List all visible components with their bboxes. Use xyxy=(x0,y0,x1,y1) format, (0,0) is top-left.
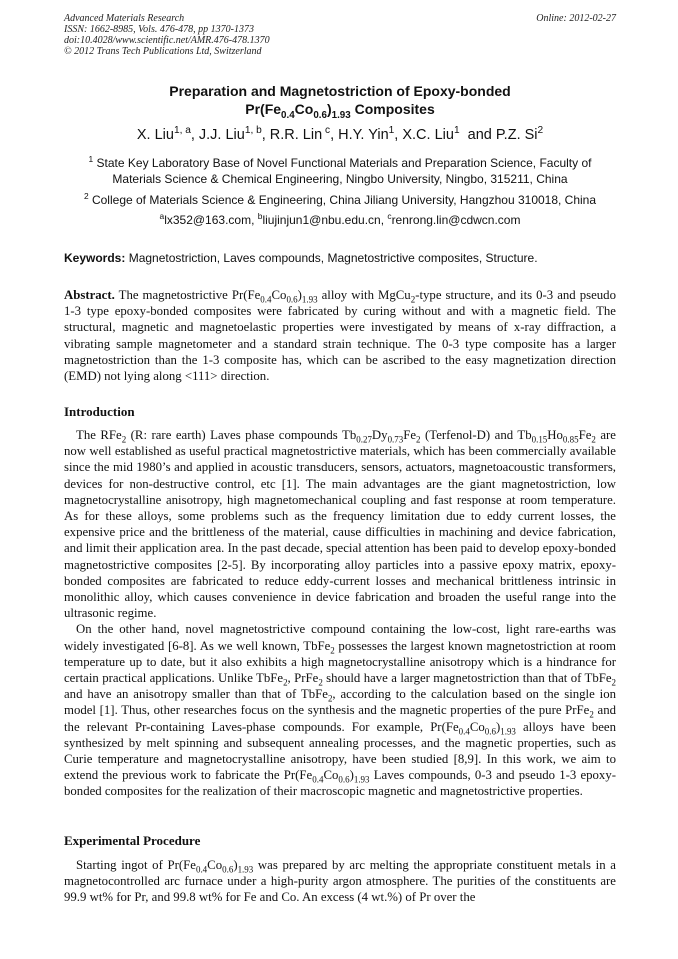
introduction-text xyxy=(64,427,616,800)
email-link[interactable]: renrong.lin@cdwcn.com xyxy=(391,213,521,227)
abstract: Abstract. The magnetostrictive $Pr(Fe_{0.4}Co_{0.6})_{1.93}$ alloy with MgCu$_2$-type structure, and its 0-3 and pseudo 1-3 type epoxy-bonded composites were fabricated by curing without and with a magnetic field. The structural, magnetic and magnetoelastic properties were investigated by means of x-ray diffraction, a vibrating sample magnetometer and a standard strain technique. The 0-3 type composite has a larger magnetostriction than the 1-3 composite has, which can be ascribed to the easy magnetization direction (EMD) not lying along <111> direction. xyxy=(64,288,616,384)
title-line-2: $Pr(Fe_{0.4}Co_{0.6})_{1.93}$ Composites xyxy=(245,101,435,121)
experimental-text xyxy=(64,857,616,906)
section-heading-introduction: Introduction xyxy=(64,404,135,419)
paragraph: The RFe$_2$ (R: rare earth) Laves phase compounds $Tb_{0.27}Dy_{0.73}Fe_2$ (Terfenol-D) and $Tb_{0.15}Ho_{0.85}Fe_2$ are now well established as useful practical magnetostrictive materials, which has been commercially available since the mid 1980’s and applied in acoustic transducers, sensors, actuators, magnetoacoustic transformers, devices for non-destructive control, etc [1]. The main advantages are the giant magnetostriction, low magnetocrystalline anisotropy, high magnetomechanical coupling and fast response at room temperature. As for these alloys, some problems such as the frequency limitation due to eddy current losses, the expensive price and the brittleness of the material, cause difficulties in machining and device fabrication, and limit their application area. In the past decade, special attention has been paid to develop epoxy-bonded magnetostrictive composites [2-5]. By incorporating alloy particles into a passive epoxy matrix, epoxy-bonded composites are fabricated to reduce eddy-current losses and mechanical brittleness intrinsic in monolithic alloy, which causes convenience in device fabrication and broaden the useful range into the ultrasonic regime. xyxy=(64,428,616,621)
abstract-label: Abstract. xyxy=(64,288,115,302)
online-date: Online: 2012-02-27 xyxy=(536,13,616,24)
doi-line: doi:10.4028/www.scientific.net/AMR.476-478.1370 xyxy=(64,35,270,46)
author: X.C. Liu xyxy=(402,127,454,143)
journal-name: Advanced Materials Research xyxy=(64,13,185,24)
journal-header xyxy=(64,13,616,57)
author-list: X. Liu$^{1, a}$, J.J. Liu$^{1, b}$, R.R. Lin $^c$, H.Y. Yin$^1$, X.C. Liu$^1$ and P.Z. Si$^2$ xyxy=(136,125,544,143)
paper-title xyxy=(64,82,616,121)
paragraph: On the other hand, novel magnetostrictive compound containing the low-cost, light rare-earths was widely investigated [6-8]. As we well known, TbFe$_2$ possesses the largest known magnetostriction at room temperature up to date, but it also exhibits a high magnetocrystalline anisotropy which is a hindrance for certain practical applications. Unlike TbFe$_2$, PrFe$_2$ should have a larger magnetostriction than that of TbFe$_2$ and have an anisotropy smaller than that of TbFe$_2$, according to the calculation based on the single ion model [1]. Thus, other researches focus on the synthesis and the magnetic properties of the pure PrFe$_2$ and the relevant Pr-containing Laves-phase compounds. For example, $Pr(Fe_{0.4}Co_{0.6})_{1.93}$ alloys have been synthesized by melt spinning and subsequent annealing processes, and the magnetic properties, such as Curie temperature and magnetocrystalline anisotropy, have been studied [8,9]. In this work, we aim to extend the previous work to fabricate the $Pr(Fe_{0.4}Co_{0.6})_{1.93}$ Laves compounds, 0-3 and pseudo 1-3 epoxy-bonded composites for the realization of their macroscopic magnetic and magnetostrictive properties. xyxy=(64,622,617,799)
affiliation-2: $^2$ College of Materials Science & Engineering, China Jiliang University, Hangzhou 310018, China xyxy=(83,191,597,207)
keywords: Keywords: Magnetostriction, Laves compounds, Magnetostrictive composites, Structure. xyxy=(64,251,538,265)
email-list: $^a$lx352@163.com, $^b$liujinjun1@nbu.edu.cn, $^c$renrong.lin@cdwcn.com xyxy=(159,211,521,227)
copyright-line: © 2012 Trans Tech Publications Ltd, Switzerland xyxy=(64,46,262,57)
author: P.Z. Si xyxy=(495,127,538,143)
email-link[interactable]: liujinjun1@nbu.edu.cn xyxy=(262,213,381,227)
section-heading-experimental: Experimental Procedure xyxy=(64,833,201,848)
author: R.R. Lin xyxy=(269,127,323,143)
author: X. Liu xyxy=(136,127,174,143)
email-link[interactable]: lx352@163.com xyxy=(164,213,252,227)
paragraph: Starting ingot of $Pr(Fe_{0.4}Co_{0.6})_{1.93}$ was prepared by arc melting the appropriate constituent metals in a magnetocontrolled arc furnace under a high-purity argon atmosphere. The purities of the constituents are 99.9 wt% for Pr, and 99.8 wt% for Fe and Co. An excess (4 wt.%) of Pr over the xyxy=(64,858,616,905)
author: H.Y. Yin xyxy=(338,127,389,143)
author: J.J. Liu xyxy=(198,127,245,143)
title-line-1: Preparation and Magnetostriction of Epoxy-bonded xyxy=(169,83,511,99)
affiliation-1: $^1$ State Key Laboratory Base of Novel Functional Materials and Preparation Science, Faculty of Materials Science & Chemical Engineering, Ningbo University, Ningbo, 315211, China xyxy=(88,154,592,186)
issn-line: ISSN: 1662-8985, Vols. 476-478, pp 1370-1373 xyxy=(64,24,254,35)
